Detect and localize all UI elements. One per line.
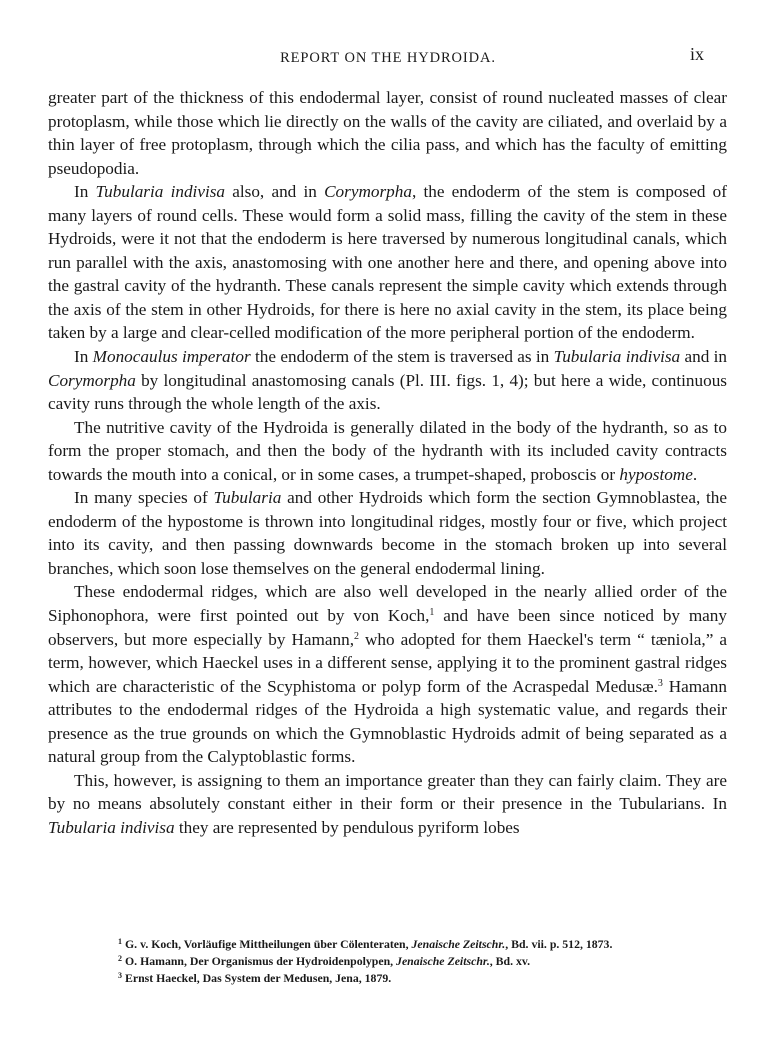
text-run: In many species of <box>74 488 214 508</box>
footnote-reference: 2 <box>354 630 359 642</box>
text-run: Hamann attributes to the endodermal ridges of the Hydroida a high systematic value, and regards their presence as the true grounds on which the Gymnoblastic Hydroids admit of being separated as a natural group from the Calyptoblastic forms. <box>48 676 727 767</box>
body-text <box>48 86 727 840</box>
italic-text: Corymorpha <box>48 370 136 390</box>
footnote <box>118 953 738 970</box>
text-run: In <box>74 182 96 202</box>
italic-text: Tubularia <box>213 488 282 508</box>
footnote <box>118 970 738 987</box>
page-number: ix <box>690 44 705 64</box>
paragraph <box>48 769 727 840</box>
text-run: they are represented by pendulous pyriform lobes <box>174 817 520 837</box>
text-run: This, however, is assigning to them an importance greater than they can fairly claim. They are by no means absolutely constant either in their form or their presence in the Tubularians. In <box>48 770 727 814</box>
text-run: and other Hydroids which form the section Gymnoblastea, the endoderm of the hypostome is thrown into longitudinal ridges, mostly four or five, which project into its cavity, and then passing downwards become in the stomach broken up into several branches, which soon lose themselves on the general endodermal lining. <box>48 488 728 578</box>
italic-text: hypostome <box>619 464 693 484</box>
paragraph <box>48 86 727 180</box>
italic-text: Tubularia indivisa <box>95 182 226 202</box>
italic-text: Jenaische Zeitschr. <box>411 937 506 951</box>
italic-text: Corymorpha <box>324 182 412 202</box>
footnotes <box>118 936 738 987</box>
footnote-mark: 3 <box>118 971 122 980</box>
footnote-reference: 3 <box>657 677 663 689</box>
text-run: greater part of the thickness of this endodermal layer, consist of round nucleated masses of clear protoplasm, while those which lie directly on the walls of the cavity are ciliated, and overlaid by a thin layer of free protoplasm, through which the cilia pass, and which has the faculty of emitting pseudopodia. <box>48 88 727 178</box>
italic-text: Jenaische Zeitschr. <box>396 954 490 968</box>
text-run: the endoderm of the stem is traversed as in <box>250 347 554 367</box>
text-run: In <box>74 347 93 367</box>
text-run: Ernst Haeckel, Das System der Medusen, Jena, 1879. <box>125 971 392 985</box>
italic-text: Tubularia indivisa <box>553 347 681 367</box>
text-run: , Bd. xv. <box>489 954 531 968</box>
italic-text: Tubularia indivisa <box>48 817 175 837</box>
paragraph <box>48 345 727 416</box>
footnote <box>118 936 738 953</box>
paragraph <box>48 580 727 768</box>
text-run: , Bd. vii. p. 512, 1873. <box>505 937 613 951</box>
text-run: The nutritive cavity of the Hydroida is generally dilated in the body of the hydranth, so as to form the proper stomach, and then the body of the hydranth with its included cavity contracts towards the mouth into a conical, or in some cases, a trumpet-shaped, proboscis or <box>48 417 727 484</box>
italic-text: Monocaulus imperator <box>92 347 251 367</box>
running-title: REPORT ON THE HYDROIDA. <box>280 50 496 66</box>
footnote-mark: 1 <box>118 937 122 946</box>
text-run: by longitudinal anastomosing canals (Pl. III. figs. 1, 4); but here a wide, continuous cavity runs through the whole length of the axis. <box>48 370 727 414</box>
paragraph <box>48 416 727 487</box>
text-run: . <box>692 464 698 484</box>
text-run: and have been since noticed by many observers, but more especially by Hamann, <box>48 606 727 649</box>
paragraph <box>48 486 727 580</box>
text-run: and in <box>680 347 727 367</box>
text-run: O. Hamann, Der Organismus der Hydroidenpolypen, <box>125 954 397 968</box>
text-run: who adopted for them Haeckel's term “ tæniola,” a term, however, which Haeckel uses in a different sense, applying it to the prominent gastral ridges which are characteristic of the Scyphistoma or polyp form of the Acraspedal Medusæ. <box>48 629 728 696</box>
footnote-mark: 2 <box>118 954 122 963</box>
text-run: G. v. Koch, Vorläufige Mittheilungen über Cölenteraten, <box>125 937 412 951</box>
text-run: , the endoderm of the stem is composed of many layers of round cells. These would form a solid mass, filling the cavity of the stem in these Hydroids, were it not that the endoderm is here traversed by numerous longitudinal canals, which run parallel with the axis, anastomosing with one another here and there, and opening above into the gastral cavity of the hydranth. These canals represent the simple cavity which extends through the axis of the stem in other Hydroids, for there is here no axial cavity in the stem, its place being taken by a large and clear-celled modification of the more peripheral portion of the endoderm. <box>48 182 727 343</box>
footnote-reference: 1 <box>429 607 435 619</box>
text-run: These endodermal ridges, which are also well developed in the nearly allied order of the Siphonophora, were first pointed out by von Koch, <box>48 582 727 626</box>
paragraph <box>48 180 727 345</box>
text-run: also, and in <box>225 182 325 202</box>
